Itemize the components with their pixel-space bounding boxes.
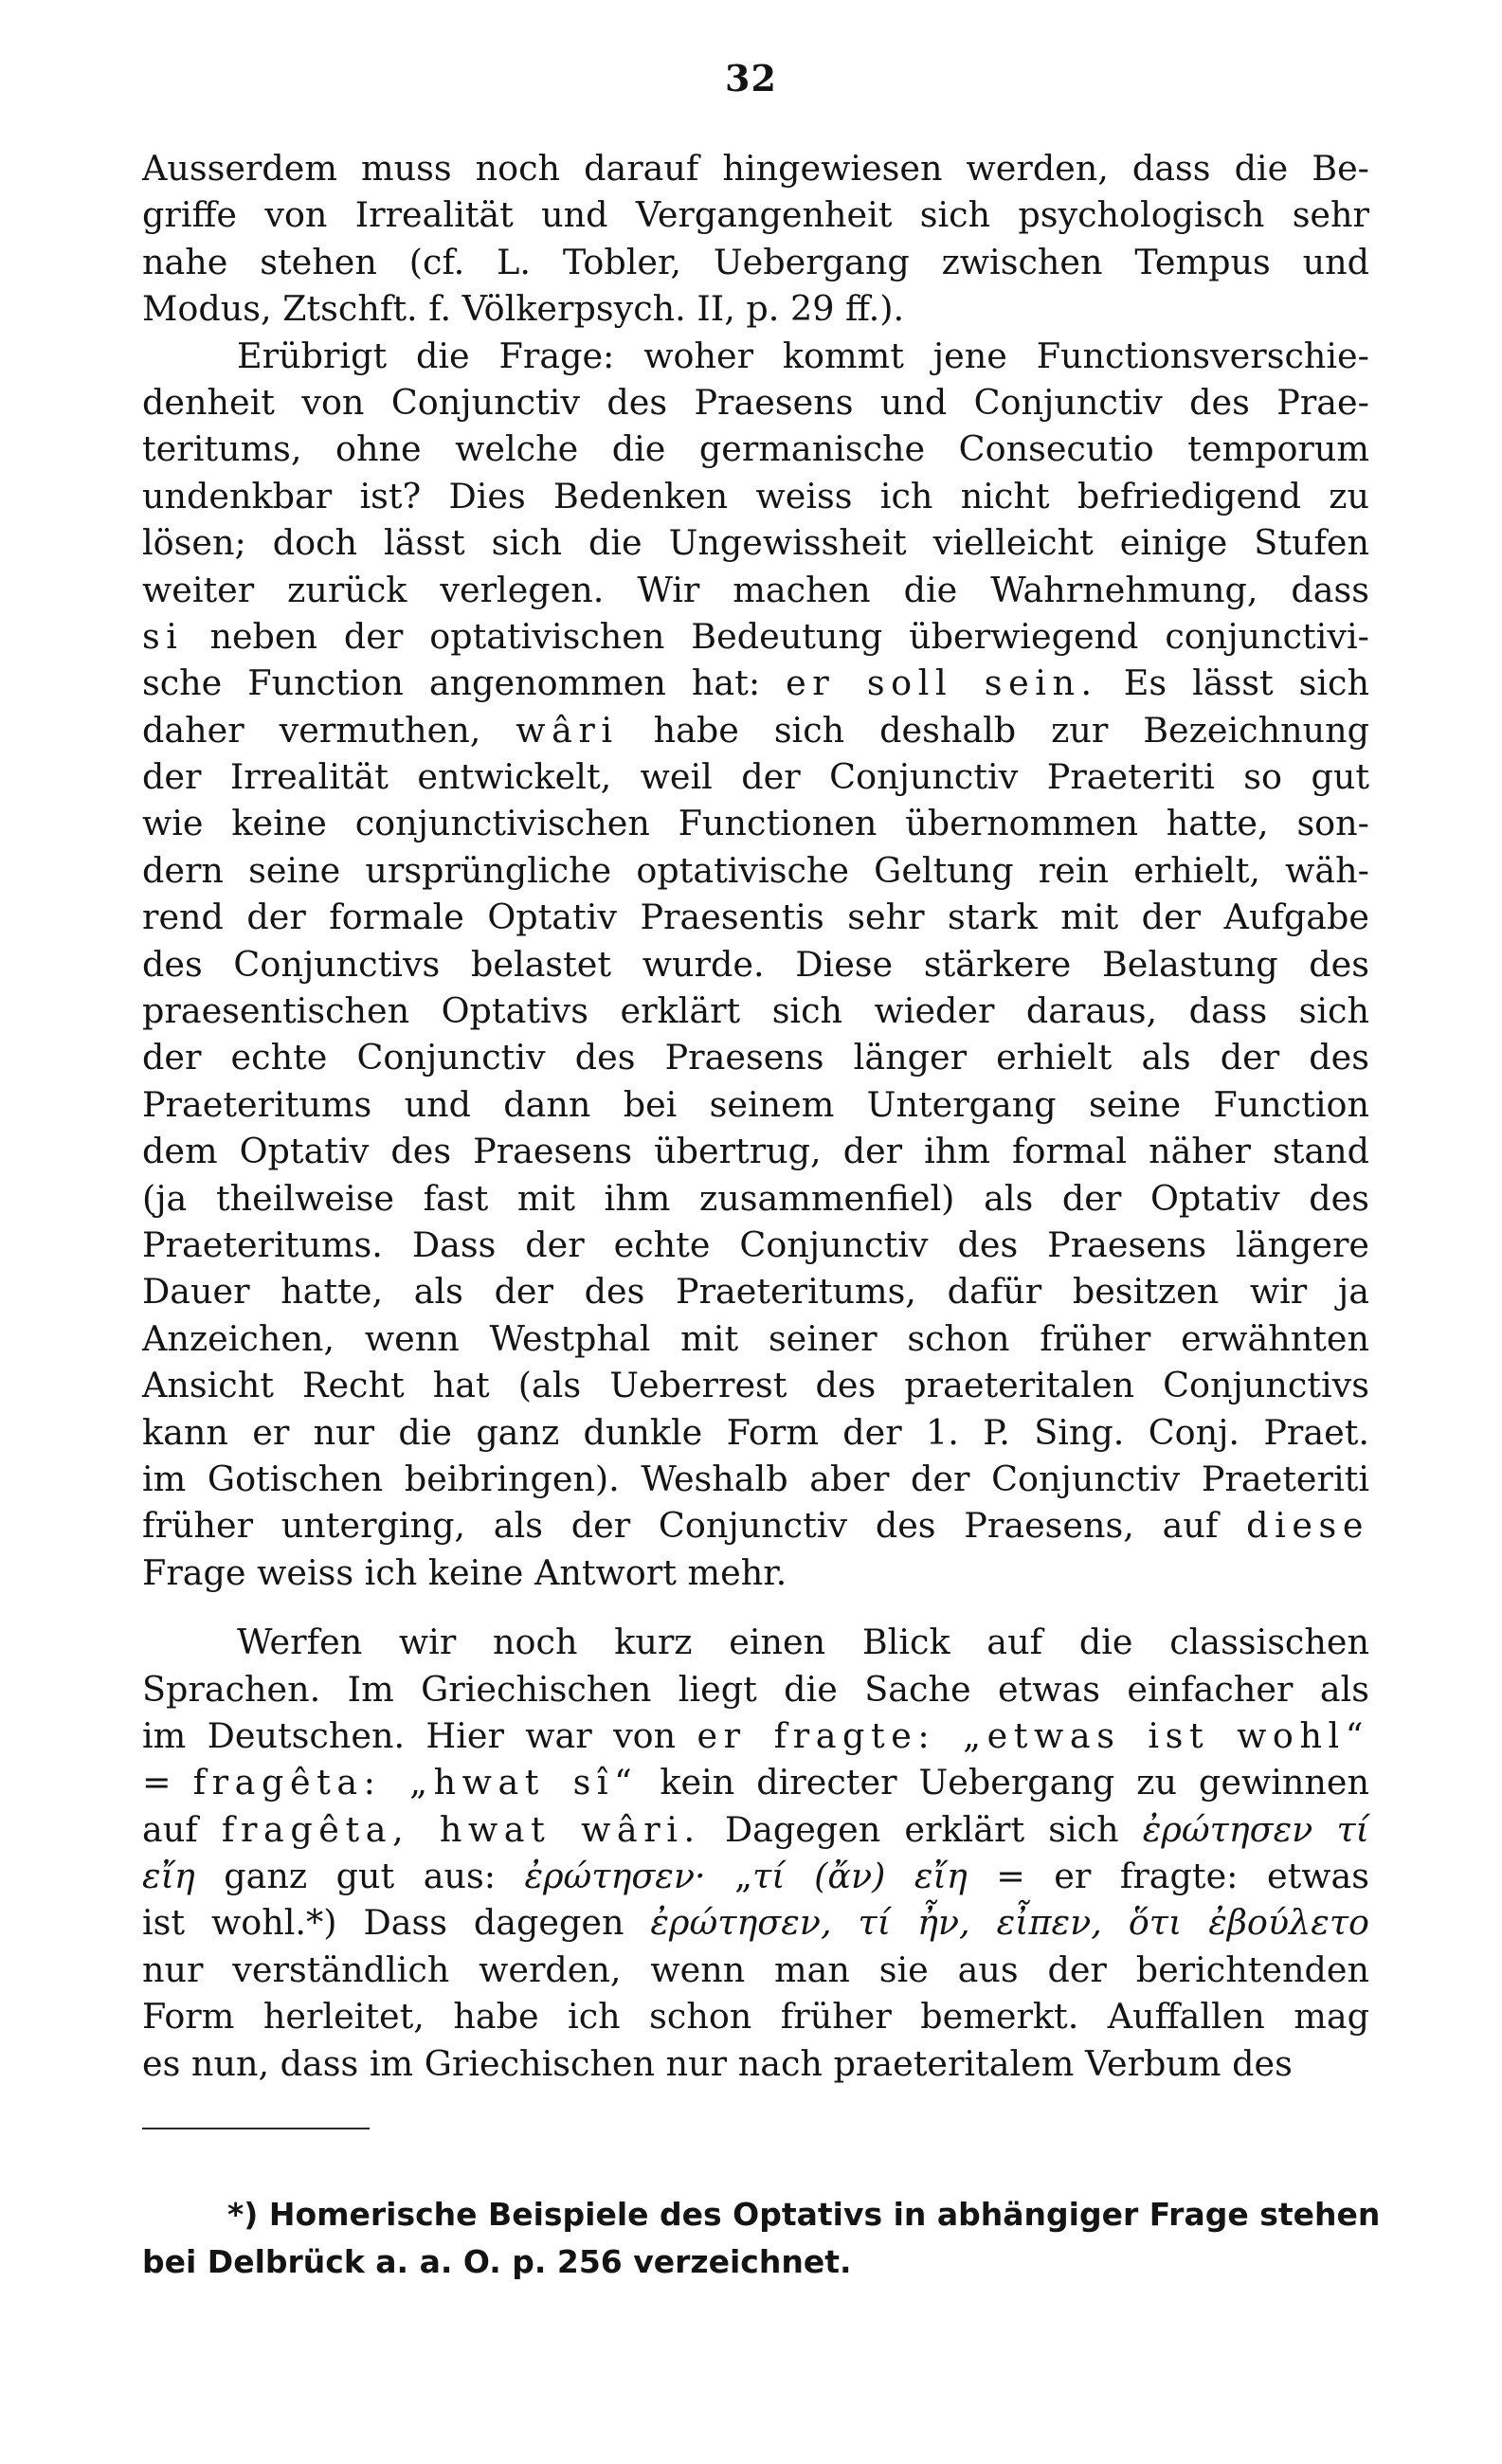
text-line: si neben der optativischen Bedeutung überwiegend conjunctivi- (142, 615, 1369, 657)
text-line: Modus, Ztschft. f. Völkerpsych. II, p. 29 ff.). (142, 288, 905, 330)
spaced-emphasis: wâri (516, 709, 619, 751)
spaced-emphasis: er fragte: „etwas ist wohl“ (697, 1714, 1369, 1756)
text-line: Dauer hatte, als der des Praeteritums, dafür besitzen wir ja (142, 1271, 1369, 1313)
text-line: Frage weiss ich keine Antwort mehr. (142, 1551, 787, 1593)
text-line: nur verständlich werden, wenn man sie aus der berichtenden (142, 1948, 1369, 1990)
text-line: undenkbar ist? Dies Bedenken weiss ich nicht befriedigend zu (142, 475, 1369, 516)
footnote-line: bei Delbrück a. a. O. p. 256 verzeichnet. (142, 2243, 852, 2280)
text-line: (ja theilweise fast mit ihm zusammenfiel) als der Optativ des (142, 1177, 1369, 1219)
footnote-line: *) Homerische Beispiele des Optativs in abhängiger Frage stehen (227, 2196, 1381, 2233)
text-line: rend der formale Optativ Praesentis sehr stark mit der Aufgabe (142, 897, 1369, 938)
text-line: εἴη ganz gut aus: ἐρώτησεν· „τί (ἄν) εἴη = er fragte: etwas (142, 1856, 1369, 1897)
paragraph (142, 145, 1369, 333)
footnote (142, 2191, 1381, 2286)
text-line: Praeteritums. Dass der echte Conjunctiv des Praesens längere (142, 1223, 1369, 1265)
text-line: sche Function angenommen hat: er soll sein. Es lässt sich (142, 662, 1369, 704)
footnote-divider (142, 2128, 370, 2129)
spaced-emphasis: si (142, 615, 184, 657)
text-line: auf fragêta, hwat wâri. Dagegen erklärt sich ἐρώτησεν τί (142, 1808, 1369, 1850)
greek-text: ἐρώτησεν τί (1142, 1808, 1369, 1850)
paragraph (142, 333, 1369, 1597)
text-line: des Conjunctivs belastet wurde. Diese stärkere Belastung des (142, 943, 1369, 985)
text-line: Form herleitet, habe ich schon früher bemerkt. Auffallen mag (142, 1996, 1369, 2038)
greek-text: τί (ἄν) εἴη (752, 1856, 968, 1897)
text-line: Anzeichen, wenn Westphal mit seiner schon früher erwähnten (142, 1317, 1369, 1359)
body-text (142, 145, 1369, 2087)
text-line: Ausserdem muss noch darauf hingewiesen werden, dass die Be- (142, 148, 1369, 189)
text-line: Sprachen. Im Griechischen liegt die Sache etwas einfacher als (142, 1668, 1369, 1710)
greek-text: εἴη (142, 1856, 195, 1897)
text-line: daher vermuthen, wâri habe sich deshalb zur Bezeichnung (142, 709, 1369, 751)
text-line: ist wohl.*) Dass dagegen ἐρώτησεν, τί ἦν, εἶπεν, ὅτι ἐβούλετο (142, 1902, 1369, 1944)
text-line: nahe stehen (cf. L. Tobler, Uebergang zwischen Tempus und (142, 241, 1369, 282)
text-line: Erübrigt die Frage: woher kommt jene Functionsverschie- (237, 335, 1369, 376)
text-line: wie keine conjunctivischen Functionen übernommen hatte, son- (142, 803, 1369, 844)
text-line: im Deutschen. Hier war von er fragte: „etwas ist wohl“ (142, 1714, 1369, 1756)
text-line: der Irrealität entwickelt, weil der Conjunctiv Praeteriti so gut (142, 756, 1369, 798)
text-line: es nun, dass im Griechischen nur nach praeteritalem Verbum des (142, 2042, 1293, 2084)
spaced-emphasis: er soll sein. (786, 662, 1098, 704)
text-line: denheit von Conjunctiv des Praesens und Conjunctiv des Prae- (142, 381, 1369, 423)
text-line: praesentischen Optativs erklärt sich wieder daraus, dass sich (142, 990, 1369, 1032)
greek-text: ἐρώτησεν, τί ἦν, εἶπεν, ὅτι ἐβούλετο (650, 1902, 1369, 1944)
spaced-emphasis: diese (1246, 1505, 1369, 1547)
text-line: weiter zurück verlegen. Wir machen die Wahrnehmung, dass (142, 569, 1369, 610)
text-line: Praeteritums und dann bei seinem Untergang seine Function (142, 1083, 1369, 1125)
text-line: dem Optativ des Praesens übertrug, der ihm formal näher stand (142, 1131, 1369, 1172)
text-line: der echte Conjunctiv des Praesens länger erhielt als der des (142, 1037, 1369, 1078)
text-line: im Gotischen beibringen). Weshalb aber der Conjunctiv Praeteriti (142, 1458, 1369, 1499)
text-line: griffe von Irrealität und Vergangenheit sich psychologisch sehr (142, 194, 1369, 236)
text-line: lösen; doch lässt sich die Ungewissheit vielleicht einige Stufen (142, 522, 1369, 564)
text-line: früher unterging, als der Conjunctiv des Praesens, auf diese (142, 1505, 1369, 1547)
greek-text: ἐρώτησεν· (524, 1856, 706, 1897)
text-line: teritums, ohne welche die germanische Consecutio temporum (142, 428, 1369, 470)
text-line: Werfen wir noch kurz einen Blick auf die classischen (237, 1622, 1369, 1663)
text-line: Ansicht Recht hat (als Ueberrest des praeteritalen Conjunctivs (142, 1365, 1369, 1406)
text-line: = fragêta: „hwat sî“ kein directer Uebergang zu gewinnen (142, 1762, 1369, 1803)
text-line: dern seine ursprüngliche optativische Geltung rein erhielt, wäh- (142, 849, 1369, 891)
spaced-emphasis: fragêta: „hwat sî“ (192, 1762, 639, 1803)
text-line: kann er nur die ganz dunkle Form der 1. P. Sing. Conj. Praet. (142, 1411, 1369, 1453)
spaced-emphasis: fragêta, hwat wâri. (221, 1808, 701, 1850)
paragraph-gap (142, 1596, 1369, 1619)
page-number: 32 (725, 57, 777, 100)
paragraph (142, 1619, 1369, 2087)
